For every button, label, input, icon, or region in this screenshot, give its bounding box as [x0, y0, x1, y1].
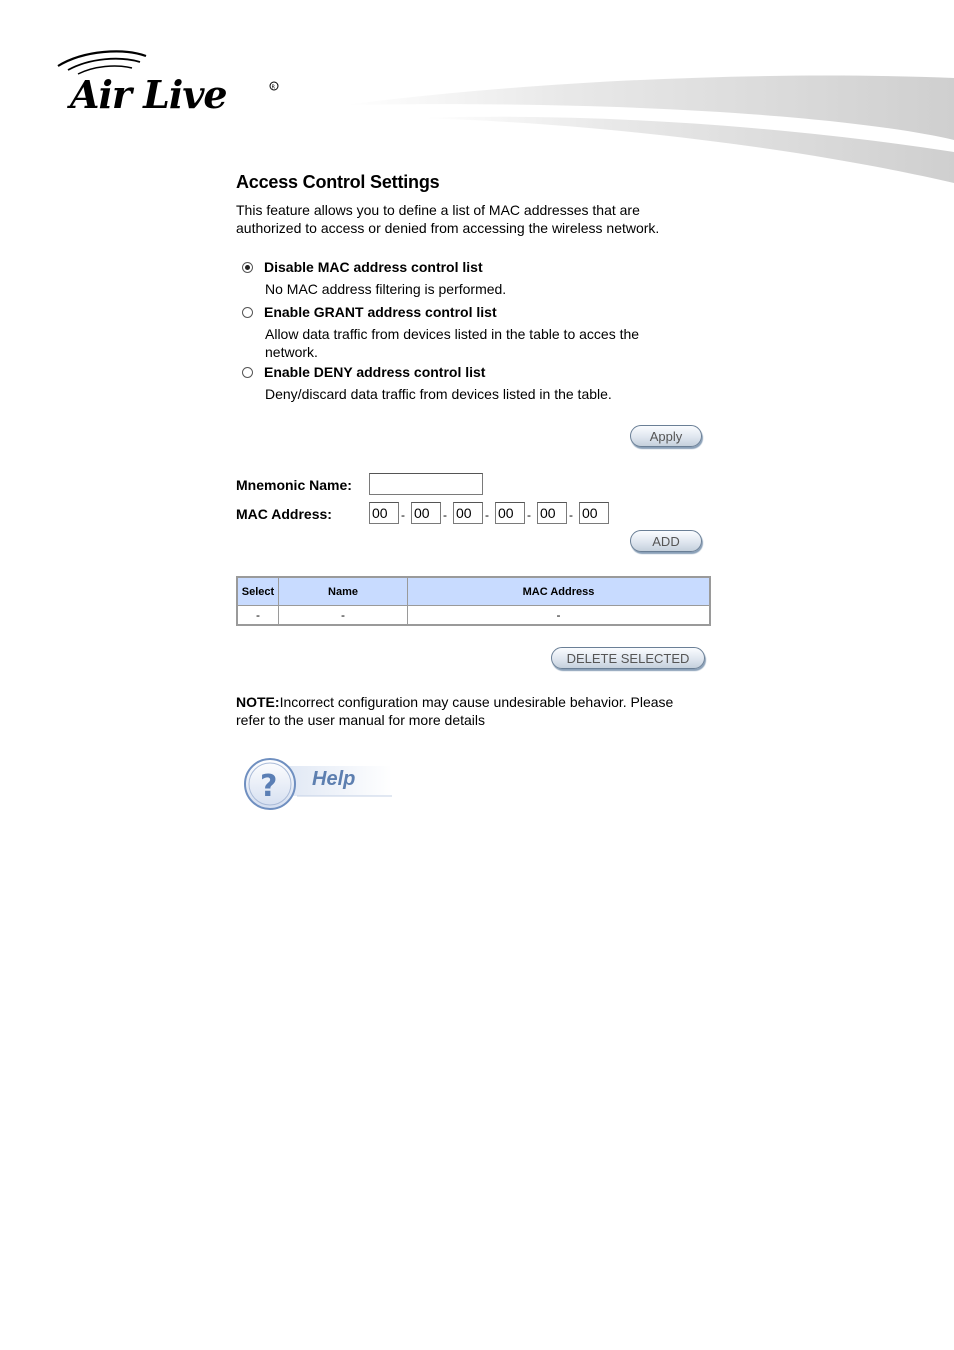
- mac-octet-6-input[interactable]: [579, 502, 609, 524]
- mac-octet-5-input[interactable]: [537, 502, 567, 524]
- mac-separator: -: [485, 508, 489, 522]
- option-label: Disable MAC address control list: [264, 259, 483, 275]
- delete-selected-button[interactable]: DELETE SELECTED: [551, 647, 705, 669]
- mac-separator: -: [569, 508, 573, 522]
- svg-text:Air Live: Air Live: [70, 72, 227, 116]
- table-row: [237, 606, 710, 626]
- add-button[interactable]: ADD: [630, 530, 702, 552]
- option-description: No MAC address filtering is performed.: [265, 281, 507, 297]
- svg-text:R: R: [271, 84, 275, 91]
- column-header-select: Select: [237, 577, 279, 606]
- table-header-row: [237, 577, 710, 606]
- table-cell-mac-address: -: [408, 606, 711, 626]
- column-header-name: Name: [279, 577, 408, 606]
- option-description: Deny/discard data traffic from devices listed in the table.: [265, 386, 612, 402]
- help-label: Help: [312, 768, 356, 790]
- option-label: Enable GRANT address control list: [264, 304, 497, 320]
- note-prefix: NOTE:: [236, 694, 280, 710]
- access-control-table: [236, 576, 711, 626]
- page-intro: This feature allows you to define a list of MAC addresses that are authorized to access or denied from accessing the wireless network.: [236, 202, 660, 236]
- option-description: Allow data traffic from devices listed in the table to acces the network.: [265, 326, 640, 360]
- mac-address-label: MAC Address:: [236, 506, 332, 522]
- mac-separator: -: [527, 508, 531, 522]
- mac-octet-1-input[interactable]: [369, 502, 399, 524]
- apply-button[interactable]: Apply: [630, 425, 702, 447]
- column-header-mac-address: MAC Address: [408, 577, 711, 606]
- mac-octet-4-input[interactable]: [495, 502, 525, 524]
- table-cell-name: -: [279, 606, 408, 626]
- option-label: Enable DENY address control list: [264, 364, 486, 380]
- mnemonic-name-input[interactable]: [369, 473, 483, 495]
- help-button[interactable]: [242, 756, 402, 814]
- mnemonic-name-label: Mnemonic Name:: [236, 477, 352, 493]
- note-body: Incorrect configuration may cause undesirable behavior. Please refer to the user manual for more details: [236, 694, 674, 728]
- mac-separator: -: [401, 508, 405, 522]
- airlive-logo: [54, 46, 286, 116]
- mac-octet-2-input[interactable]: [411, 502, 441, 524]
- radio-disable-mac[interactable]: [242, 262, 253, 273]
- mac-separator: -: [443, 508, 447, 522]
- table-cell-select: -: [237, 606, 279, 626]
- radio-enable-deny[interactable]: [242, 367, 253, 378]
- mac-octet-3-input[interactable]: [453, 502, 483, 524]
- page-title: Access Control Settings: [236, 172, 440, 192]
- note-text: [236, 693, 706, 729]
- radio-enable-grant[interactable]: [242, 307, 253, 318]
- svg-text:?: ?: [260, 769, 278, 804]
